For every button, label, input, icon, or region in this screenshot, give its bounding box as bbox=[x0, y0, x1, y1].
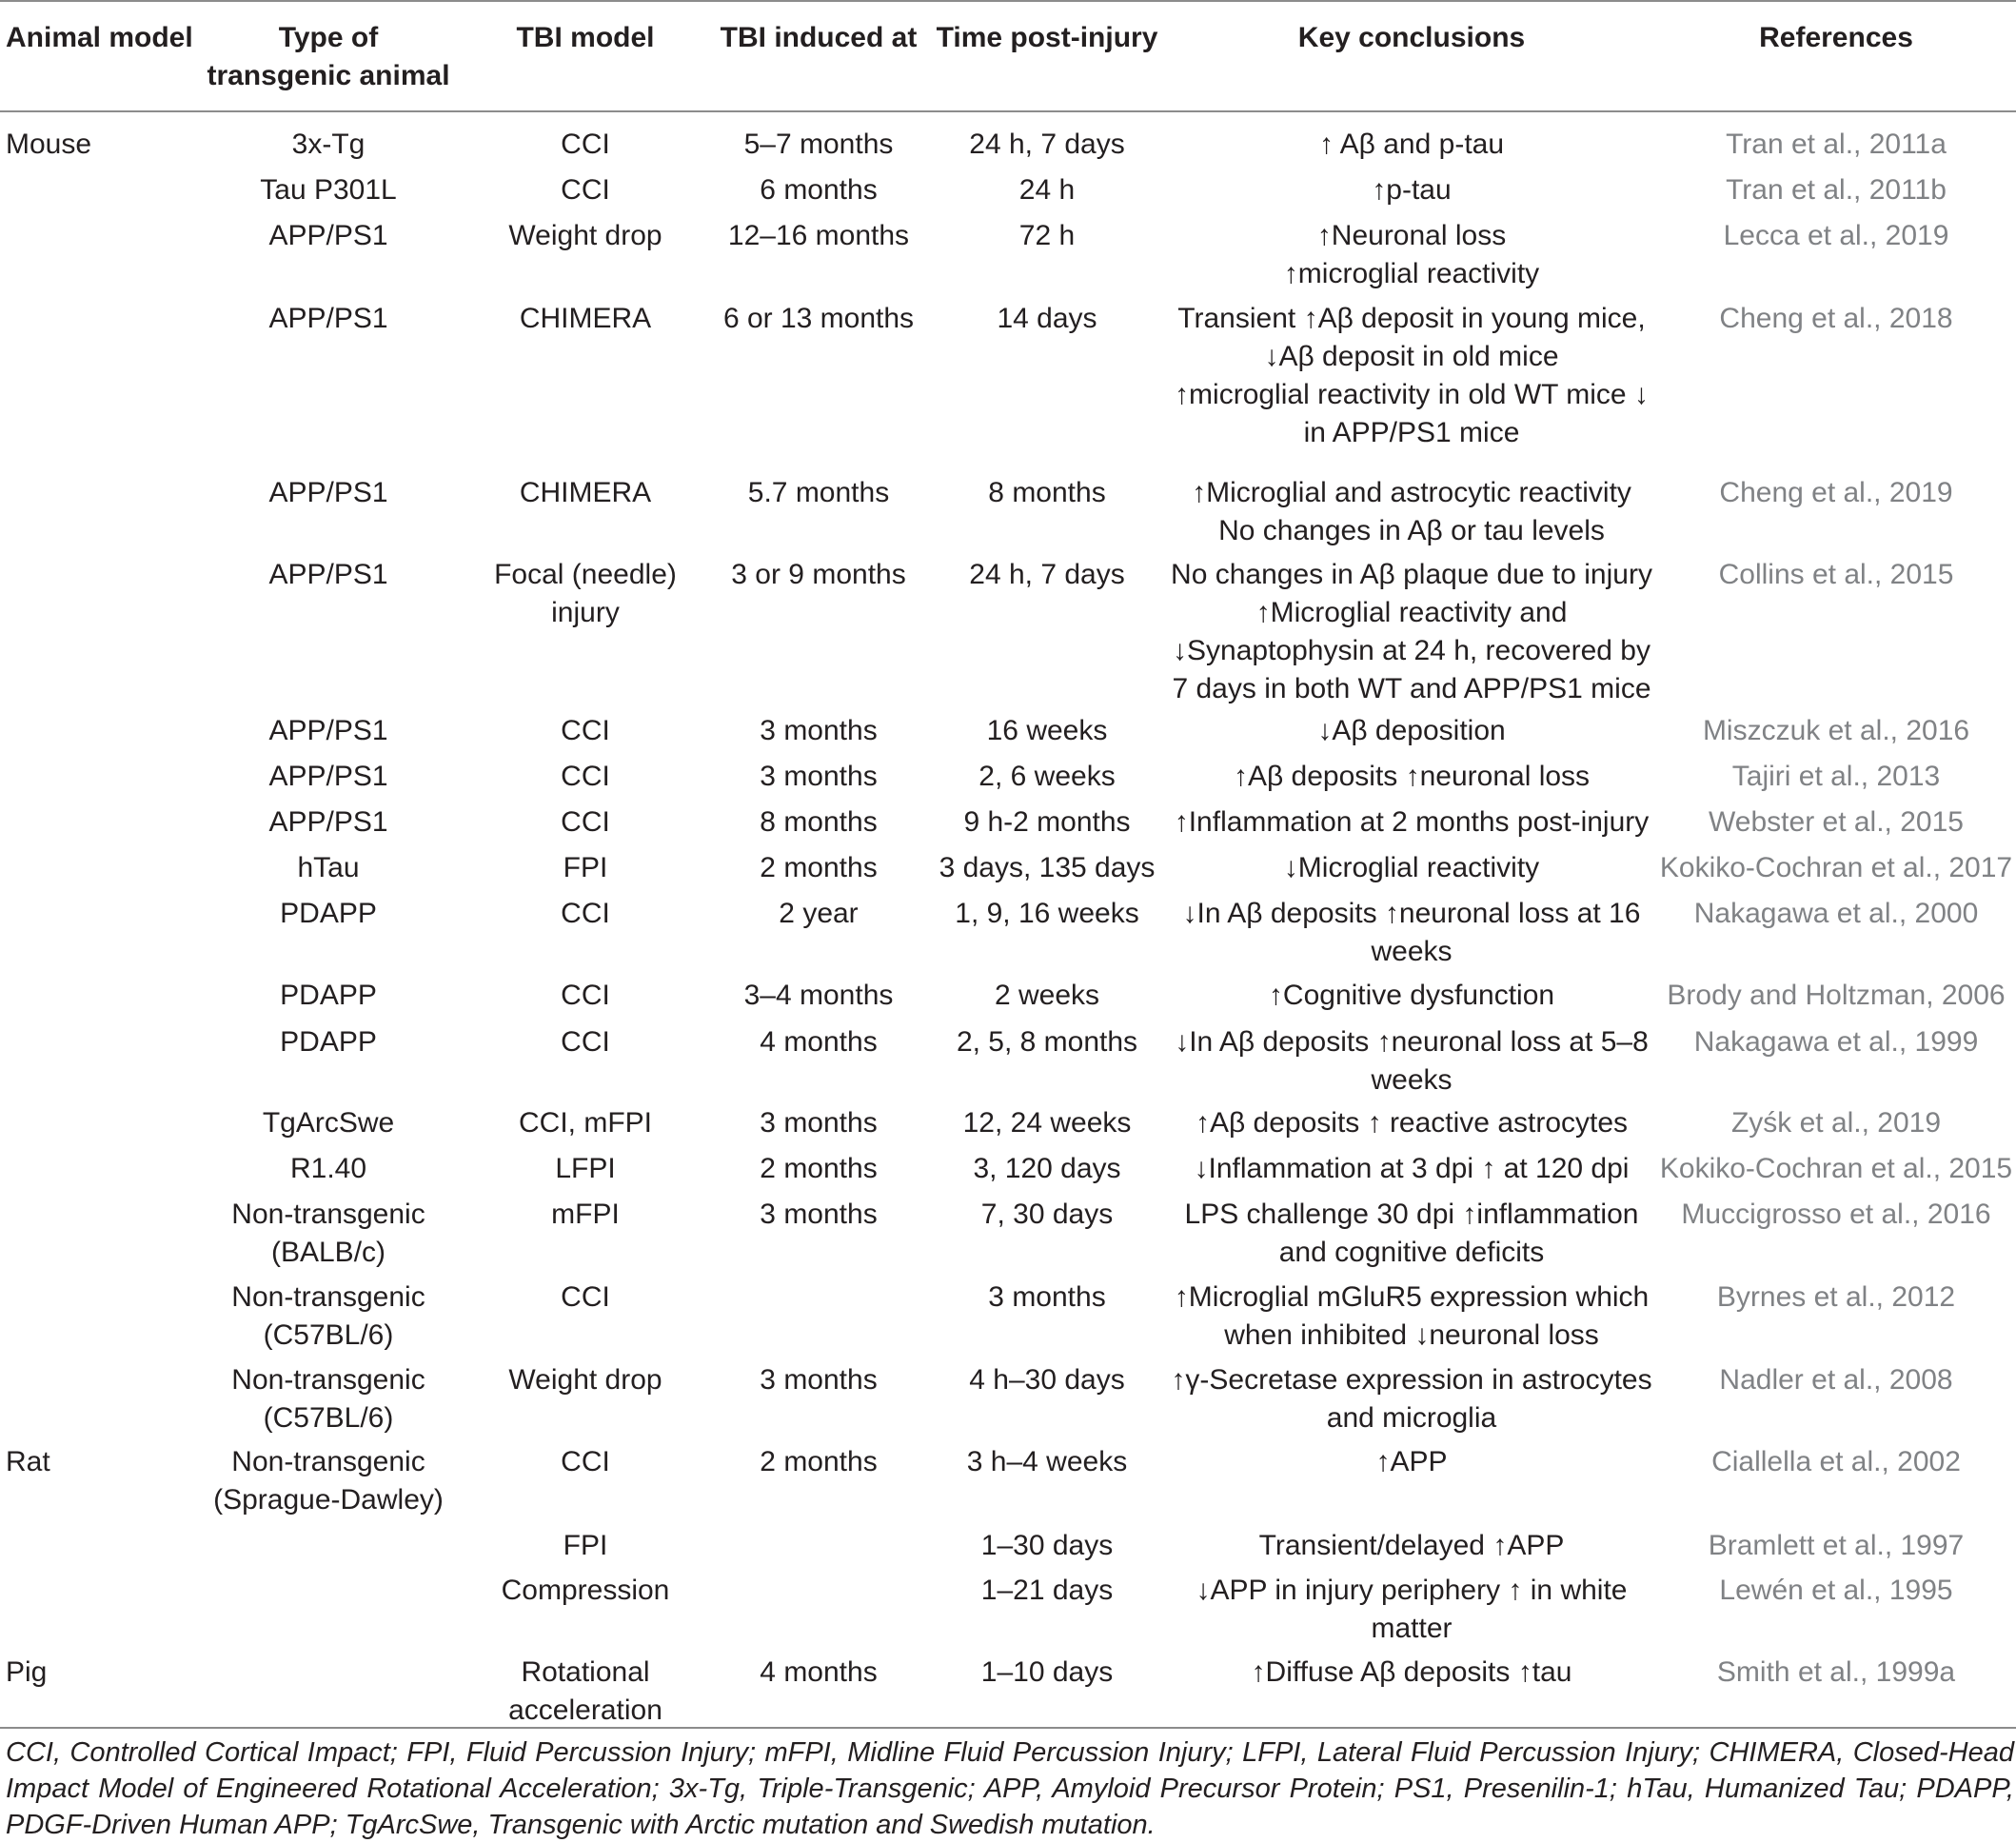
cell-model: CCI bbox=[561, 1281, 610, 1313]
cell-ref: Tajiri et al., 2013 bbox=[1731, 761, 1941, 792]
cell-model: CCI bbox=[561, 715, 610, 746]
cell-induced: 12–16 months bbox=[727, 220, 910, 251]
cell-induced: 3–4 months bbox=[743, 980, 894, 1011]
cell-ref: Tran et al., 2011a bbox=[1726, 129, 1947, 160]
cell-model: CCI bbox=[561, 1026, 610, 1058]
cell-induced: 5.7 months bbox=[747, 477, 890, 508]
cell-conclusions: ↑Cognitive dysfunction bbox=[1268, 980, 1555, 1011]
cell-induced: 4 months bbox=[760, 1656, 878, 1688]
cell-ref: Zyśk et al., 2019 bbox=[1730, 1107, 1942, 1139]
cell-type: PDAPP bbox=[280, 980, 377, 1011]
cell-type: PDAPP bbox=[280, 898, 377, 929]
cell-conclusions: ↑Neuronal loss ↑microglial reactivity bbox=[1283, 220, 1540, 289]
cell-model: mFPI bbox=[551, 1199, 620, 1230]
column-header-induced: TBI induced at bbox=[720, 22, 918, 53]
cell-type: Non-transgenic (C57BL/6) bbox=[231, 1364, 425, 1434]
column-header-animal: Animal model bbox=[6, 22, 193, 53]
cell-time: 7, 30 days bbox=[980, 1199, 1114, 1230]
cell-time: 3, 120 days bbox=[973, 1153, 1121, 1184]
cell-induced: 2 months bbox=[760, 852, 878, 883]
cell-conclusions: No changes in Aβ plaque due to injury ↑Microglial reactivity and ↓Synaptophysin at 24 h, recovered by 7 days in both WT and APP/PS1 mice bbox=[1171, 559, 1652, 704]
column-header-type: Type of transgenic animal bbox=[207, 22, 450, 91]
table-footnote: CCI, Controlled Cortical Impact; FPI, Fluid Percussion Injury; mFPI, Midline Fluid Percussion Injury; LFPI, Lateral Fluid Percussion Injury; CHIMERA, Closed-Head Impact Model of Engineered Rotational Acceleration; 3x-Tg, Triple-Transgenic; APP, Amyloid Precursor Protein; PS1, Presenilin-1; hTau, Humanized Tau; PDAPP, PDGF-Driven Human APP; TgArcSwe, Transgenic with Arctic mutation and Swedish mutation. bbox=[6, 1737, 2014, 1840]
cell-conclusions: ↑Microglial mGluR5 expression which when inhibited ↓neuronal loss bbox=[1174, 1281, 1650, 1351]
cell-induced: 3 months bbox=[760, 1364, 878, 1396]
cell-induced: 3 or 9 months bbox=[731, 559, 906, 590]
cell-conclusions: ↑ Aβ and p-tau bbox=[1318, 129, 1505, 160]
cell-ref: Brody and Holtzman, 2006 bbox=[1667, 980, 2006, 1011]
cell-time: 1–21 days bbox=[980, 1575, 1114, 1606]
cell-conclusions: ↑Aβ deposits ↑neuronal loss bbox=[1233, 761, 1591, 792]
cell-type: APP/PS1 bbox=[268, 806, 388, 838]
cell-conclusions: ↑γ-Secretase expression in astrocytes and microglia bbox=[1171, 1364, 1652, 1434]
cell-type: APP/PS1 bbox=[268, 477, 388, 508]
cell-type: hTau bbox=[297, 852, 360, 883]
cell-model: CCI, mFPI bbox=[519, 1107, 652, 1139]
cell-model: CCI bbox=[561, 129, 610, 160]
column-header-time: Time post-injury bbox=[936, 22, 1158, 53]
cell-type: APP/PS1 bbox=[268, 303, 388, 334]
header-rule bbox=[0, 110, 2016, 112]
cell-ref: Kokiko-Cochran et al., 2015 bbox=[1659, 1153, 2013, 1184]
cell-conclusions: ↓Aβ deposition bbox=[1317, 715, 1506, 746]
cell-ref: Smith et al., 1999a bbox=[1716, 1656, 1956, 1688]
cell-time: 72 h bbox=[1018, 220, 1076, 251]
cell-type: TgArcSwe bbox=[262, 1107, 395, 1139]
cell-ref: Cheng et al., 2019 bbox=[1719, 477, 1953, 508]
cell-time: 24 h, 7 days bbox=[969, 559, 1125, 590]
cell-type: APP/PS1 bbox=[268, 220, 388, 251]
cell-ref: Byrnes et al., 2012 bbox=[1716, 1281, 1956, 1313]
cell-conclusions: ↑p-tau bbox=[1372, 174, 1452, 206]
bottom-rule bbox=[0, 1727, 2016, 1729]
cell-time: 2, 5, 8 months bbox=[956, 1026, 1138, 1058]
column-header-ref: References bbox=[1759, 22, 1913, 53]
cell-time: 3 h–4 weeks bbox=[966, 1446, 1128, 1477]
cell-model: CCI bbox=[561, 806, 610, 838]
cell-induced: 8 months bbox=[760, 806, 878, 838]
cell-induced: 5–7 months bbox=[743, 129, 894, 160]
cell-ref: Bramlett et al., 1997 bbox=[1708, 1530, 1965, 1561]
cell-animal: Mouse bbox=[6, 129, 92, 160]
cell-time: 3 months bbox=[988, 1281, 1106, 1313]
cell-type: APP/PS1 bbox=[268, 715, 388, 746]
cell-animal: Pig bbox=[6, 1656, 48, 1688]
cell-induced: 2 months bbox=[760, 1153, 878, 1184]
cell-model: Compression bbox=[501, 1575, 670, 1606]
cell-ref: Muccigrosso et al., 2016 bbox=[1681, 1199, 1991, 1230]
cell-ref: Lecca et al., 2019 bbox=[1723, 220, 1949, 251]
cell-ref: Tran et al., 2011b bbox=[1726, 174, 1947, 206]
cell-model: LFPI bbox=[555, 1153, 616, 1184]
cell-conclusions: ↑Inflammation at 2 months post-injury bbox=[1174, 806, 1650, 838]
cell-time: 12, 24 weeks bbox=[962, 1107, 1132, 1139]
cell-ref: Lewén et al., 1995 bbox=[1719, 1575, 1953, 1606]
cell-type: Non-transgenic (BALB/c) bbox=[231, 1199, 425, 1268]
cell-ref: Nakagawa et al., 2000 bbox=[1693, 898, 1979, 929]
cell-ref: Webster et al., 2015 bbox=[1709, 806, 1964, 838]
cell-conclusions: ↑Aβ deposits ↑ reactive astrocytes bbox=[1195, 1107, 1629, 1139]
cell-model: FPI bbox=[563, 1530, 608, 1561]
top-rule bbox=[0, 0, 2016, 2]
cell-conclusions: Transient ↑Aβ deposit in young mice, ↓Aβ deposit in old mice ↑microglial reactivity in old WT mice ↓ in APP/PS1 mice bbox=[1175, 303, 1649, 448]
cell-induced: 3 months bbox=[760, 1107, 878, 1139]
cell-induced: 3 months bbox=[760, 715, 878, 746]
cell-time: 2, 6 weeks bbox=[978, 761, 1116, 792]
cell-model: CCI bbox=[561, 1446, 610, 1477]
cell-time: 9 h-2 months bbox=[963, 806, 1131, 838]
cell-conclusions: ↓Microglial reactivity bbox=[1283, 852, 1540, 883]
cell-induced: 3 months bbox=[760, 1199, 878, 1230]
cell-induced: 2 months bbox=[760, 1446, 878, 1477]
cell-conclusions: ↑Microglial and astrocytic reactivity No changes in Aβ or tau levels bbox=[1192, 477, 1631, 546]
cell-time: 1–10 days bbox=[980, 1656, 1114, 1688]
cell-time: 24 h, 7 days bbox=[969, 129, 1125, 160]
cell-time: 16 weeks bbox=[986, 715, 1108, 746]
cell-model: CHIMERA bbox=[519, 303, 652, 334]
cell-ref: Nakagawa et al., 1999 bbox=[1693, 1026, 1979, 1058]
cell-conclusions: ↓In Aβ deposits ↑neuronal loss at 16 weeks bbox=[1182, 898, 1641, 967]
cell-induced: 6 months bbox=[760, 174, 878, 206]
cell-model: CCI bbox=[561, 898, 610, 929]
cell-model: Weight drop bbox=[508, 1364, 662, 1396]
cell-model: Rotational acceleration bbox=[508, 1656, 662, 1726]
cell-conclusions: ↓In Aβ deposits ↑neuronal loss at 5–8 weeks bbox=[1175, 1026, 1649, 1096]
cell-model: Focal (needle) injury bbox=[494, 559, 677, 628]
cell-type: R1.40 bbox=[289, 1153, 367, 1184]
cell-time: 24 h bbox=[1018, 174, 1076, 206]
cell-conclusions: ↑APP bbox=[1375, 1446, 1448, 1477]
cell-type: Non-transgenic (Sprague-Dawley) bbox=[213, 1446, 444, 1516]
cell-model: FPI bbox=[563, 852, 608, 883]
cell-induced: 4 months bbox=[760, 1026, 878, 1058]
cell-ref: Nadler et al., 2008 bbox=[1719, 1364, 1953, 1396]
cell-ref: Collins et al., 2015 bbox=[1718, 559, 1954, 590]
cell-conclusions: ↓APP in injury periphery ↑ in white matter bbox=[1196, 1575, 1628, 1644]
cell-type: Tau P301L bbox=[260, 174, 397, 206]
cell-conclusions: ↑Diffuse Aβ deposits ↑tau bbox=[1251, 1656, 1572, 1688]
cell-ref: Kokiko-Cochran et al., 2017 bbox=[1659, 852, 2013, 883]
cell-ref: Cheng et al., 2018 bbox=[1719, 303, 1953, 334]
cell-induced: 3 months bbox=[760, 761, 878, 792]
cell-time: 1–30 days bbox=[980, 1530, 1114, 1561]
cell-type: Non-transgenic (C57BL/6) bbox=[231, 1281, 425, 1351]
cell-type: 3x-Tg bbox=[291, 129, 366, 160]
cell-time: 14 days bbox=[997, 303, 1097, 334]
cell-model: CCI bbox=[561, 174, 610, 206]
cell-ref: Ciallella et al., 2002 bbox=[1711, 1446, 1961, 1477]
cell-model: CHIMERA bbox=[519, 477, 652, 508]
cell-model: CCI bbox=[561, 980, 610, 1011]
cell-animal: Rat bbox=[6, 1446, 50, 1477]
cell-model: Weight drop bbox=[508, 220, 662, 251]
cell-time: 3 days, 135 days bbox=[939, 852, 1156, 883]
cell-conclusions: Transient/delayed ↑APP bbox=[1258, 1530, 1565, 1561]
cell-ref: Miszczuk et al., 2016 bbox=[1702, 715, 1970, 746]
cell-time: 1, 9, 16 weeks bbox=[955, 898, 1139, 929]
cell-type: APP/PS1 bbox=[268, 761, 388, 792]
cell-time: 4 h–30 days bbox=[969, 1364, 1125, 1396]
cell-type: APP/PS1 bbox=[268, 559, 388, 590]
cell-induced: 2 year bbox=[779, 898, 859, 929]
column-header-conclusions: Key conclusions bbox=[1297, 22, 1526, 53]
cell-time: 8 months bbox=[988, 477, 1106, 508]
cell-conclusions: LPS challenge 30 dpi ↑inflammation and cognitive deficits bbox=[1184, 1199, 1639, 1268]
column-header-model: TBI model bbox=[516, 22, 655, 53]
cell-type: PDAPP bbox=[280, 1026, 377, 1058]
cell-induced: 6 or 13 months bbox=[722, 303, 915, 334]
cell-conclusions: ↓Inflammation at 3 dpi ↑ at 120 dpi bbox=[1194, 1153, 1630, 1184]
cell-model: CCI bbox=[561, 761, 610, 792]
cell-time: 2 weeks bbox=[994, 980, 1100, 1011]
